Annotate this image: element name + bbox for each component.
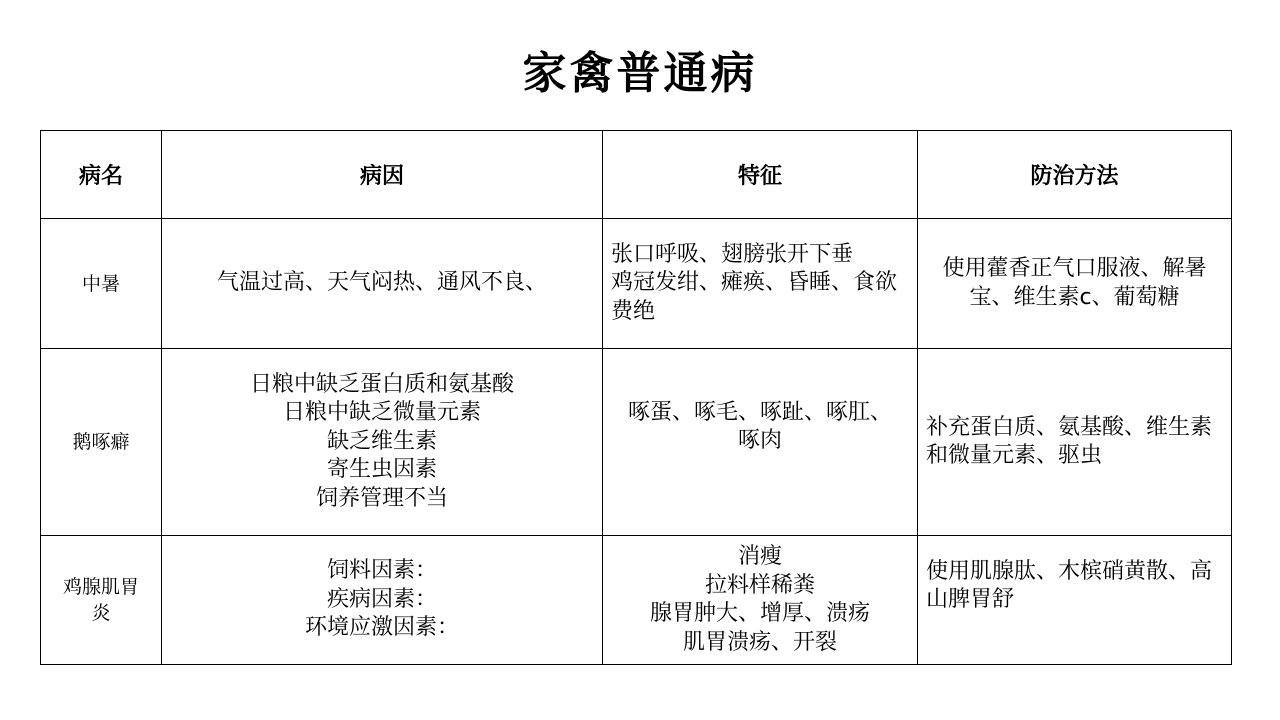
- cause-line: 寄生虫因素: [326, 457, 437, 483]
- feature-line: 鸡冠发绀、瘫痪、昏睡、食欲费绝: [611, 270, 898, 324]
- table-header-row: [41, 131, 1232, 219]
- cause-line: 饲料因素：: [326, 558, 437, 584]
- page-title: 家禽普通病: [522, 48, 758, 99]
- header-cause: 病因: [162, 131, 603, 219]
- disease-name: 鹅啄癖: [72, 431, 130, 453]
- feature-cell: [603, 219, 918, 349]
- cause-line: 环境应激因素：: [304, 615, 459, 641]
- disease-name-cell: [41, 219, 162, 349]
- feature-line: 拉料样稀粪: [704, 572, 815, 598]
- feature-line: 张口呼吸、翅膀张开下垂: [611, 241, 854, 267]
- cause-line: 饲养管理不当: [315, 485, 448, 511]
- header-feature: 特征: [603, 131, 918, 219]
- feature-line: 啄肉: [737, 428, 782, 453]
- cause-line: 气温过高、天气闷热、通风不良、: [216, 270, 547, 296]
- treatment-cell: [918, 219, 1232, 349]
- cause-cell: [162, 349, 603, 536]
- treatment-cell: [918, 349, 1232, 536]
- table-row: [41, 536, 1232, 665]
- header-disease-name: 病名: [41, 131, 162, 219]
- cause-cell: [162, 536, 603, 665]
- feature-cell: [603, 349, 918, 536]
- treatment-text: 使用藿香正气口服液、解暑宝、维生素c、葡萄糖: [942, 256, 1207, 310]
- disease-name-cell: [41, 536, 162, 665]
- feature-line: 肌胃溃疡、开裂: [682, 629, 837, 655]
- table-row: [41, 219, 1232, 349]
- disease-name: 鸡腺肌胃炎: [62, 576, 139, 624]
- header-treatment: 防治方法: [918, 131, 1232, 219]
- feature-cell: [603, 536, 918, 665]
- cause-line: 日粮中缺乏蛋白质和氨基酸: [249, 371, 514, 397]
- disease-name: 中暑: [81, 272, 120, 295]
- treatment-text: 使用肌腺肽、木槟硝黄散、高山脾胃舒: [926, 558, 1213, 612]
- cause-line: 日粮中缺乏微量元素: [282, 400, 481, 426]
- disease-name-cell: [41, 349, 162, 536]
- table-row: [41, 349, 1232, 536]
- cause-line: 缺乏维生素: [326, 428, 437, 454]
- feature-line: 腺胃肿大、增厚、溃疡: [649, 601, 870, 626]
- feature-line: 啄蛋、啄毛、啄趾、啄肛、: [627, 399, 892, 425]
- disease-table: [40, 130, 1232, 665]
- cause-cell: [162, 219, 603, 349]
- treatment-cell: [918, 536, 1232, 665]
- cause-line: 疾病因素：: [326, 586, 437, 612]
- feature-line: 消瘦: [737, 544, 782, 569]
- treatment-text: 补充蛋白质、氨基酸、维生素和微量元素、驱虫: [926, 414, 1213, 468]
